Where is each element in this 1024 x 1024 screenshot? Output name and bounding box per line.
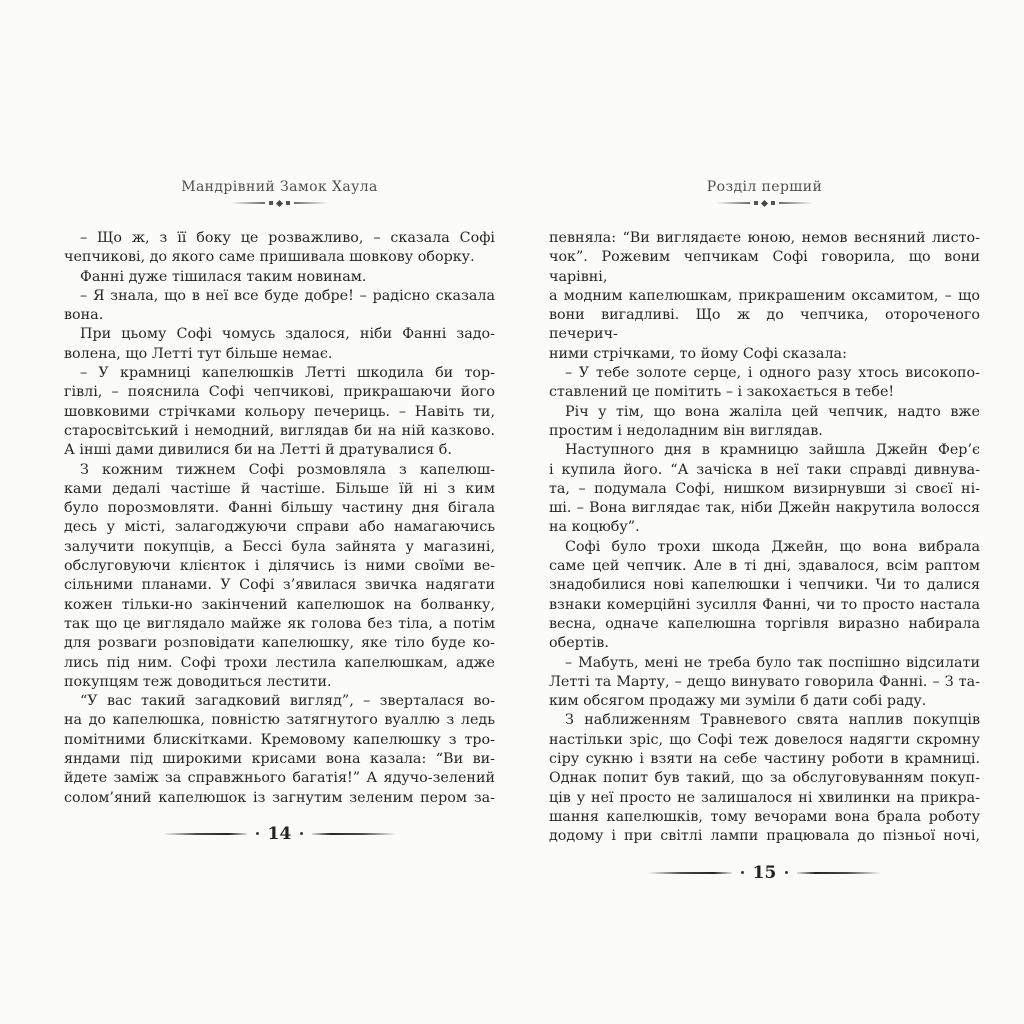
text-line: весна, одначе капелюшна торгівля виразно набирала	[549, 615, 980, 632]
text-line: Софі було трохи шкода Джейн, що вона вибрала	[565, 538, 980, 555]
ornament-square-icon	[269, 201, 273, 205]
text-line: певняла: “Ви виглядаєте юною, немов весняний листо-	[549, 230, 980, 246]
footer-ornament-dot	[300, 832, 303, 835]
text-line: При цьому Софі чомусь здалося, ніби Фанні задо-	[80, 326, 495, 343]
text-line: ставлений це помітить – і закохається в тебе!	[549, 384, 895, 401]
text-line: ними стрічками, то йому Софі сказала:	[549, 345, 847, 362]
text-line: так що це виглядало майже як голова без тіла, а потім	[64, 615, 495, 632]
text-line: саме цей чепчик. Але в ті дні, здавалося, всім раптом	[549, 558, 980, 575]
text-line: десь у місті, залагоджуючи справи або намагаючись	[64, 519, 495, 536]
text-line: ців у неї просто не залишалося ні хвилинки на прикра-	[549, 789, 980, 806]
left-page	[64, 178, 495, 846]
text-line: Летті та Марту, – дещо винувато говорила Фанні. – З та-	[549, 673, 980, 690]
text-line: – У крамниці капелюшків Летті шкодила би тор-	[80, 365, 495, 382]
right-page	[549, 178, 980, 885]
page-body-right	[549, 229, 980, 847]
ornament-diamond-icon	[761, 199, 768, 206]
text-line: волена, що Летті тут більше немає.	[64, 345, 333, 362]
text-line: Фанні дуже тішилася таким новинам.	[80, 268, 367, 285]
footer-ornament-dot	[785, 871, 788, 874]
text-line: обертів.	[549, 635, 609, 652]
text-line: йдете заміж за справжнього багатія!” А ядучо-зелений	[64, 770, 495, 787]
text-line: – Мабуть, мені не треба було так поспішно відсилати	[565, 654, 980, 671]
text-line: було порозмовляти. Фанні більшу частину дня бігала	[64, 500, 495, 517]
text-line: чок”. Рожевим чепчикам Софі говорила, що вони чарівні,	[549, 249, 980, 285]
ornament-line-right	[294, 202, 328, 204]
text-line: кожен тільки-но закінчений капелюшок на болванку,	[64, 596, 495, 613]
text-line: шання капелюшків, тому вечорами вона брала роботу	[549, 808, 980, 825]
text-line: яндами під широкими крисами вона казала: “Ви ви-	[64, 751, 495, 768]
page-number: 15	[752, 862, 777, 883]
footer-ornament-dot	[741, 871, 744, 874]
ornament-square-icon	[771, 201, 775, 205]
text-line: обслуговуючи клієнток і ділячись із ними своїми ве-	[64, 558, 495, 575]
text-line: на до капелюшка, повністю затягнутого вуаллю з ледь	[64, 712, 495, 729]
text-line: З наближенням Травневого свята наплив покупців	[565, 712, 980, 729]
text-line: старосвітський і немодний, виглядав би на ній казково.	[64, 422, 495, 439]
text-line: взнаки комерційні зусилля Фанні, чи то просто настала	[549, 596, 980, 613]
ornament-square-icon	[754, 201, 758, 205]
text-line: шовковими стрічками кольору печериць. – Навіть ти,	[64, 403, 495, 420]
page-footer-right	[549, 861, 980, 885]
text-line: – Що ж, з її боку це розважливо, – сказала Софі	[80, 230, 495, 246]
header-ornament	[549, 199, 980, 207]
text-line: гівлі, – пояснила Софі чепчикові, прикрашаючи його	[64, 384, 495, 401]
text-line: сільними планами. У Софі з’явилася звичка надягати	[64, 577, 495, 594]
ornament-line-left	[231, 202, 265, 204]
footer-ornament-line-left	[163, 833, 247, 835]
text-line: Наступного дня в крамницю зайшла Джейн Фер’є	[565, 442, 980, 459]
text-line: А інші дами дивилися би на Летті й дратувалися б.	[64, 442, 452, 459]
text-line: солом’яний капелюшок із загнутим зеленим пером за-	[64, 789, 495, 806]
footer-ornament-line-right	[797, 872, 881, 874]
ornament-square-icon	[286, 201, 290, 205]
footer-ornament-line-left	[648, 872, 732, 874]
footer-ornament-dot	[256, 832, 259, 835]
text-line: ками дедалі частіше й частіше. Більше їй ні з ким	[64, 480, 495, 497]
text-line: і купила його. “А зачіска в неї таки справді дивнува-	[549, 461, 980, 478]
text-line: покупцям теж доводиться лестити.	[64, 673, 332, 690]
text-line: сіру сукню і взяти на себе частину роботи в крамниці.	[549, 751, 980, 768]
text-line: простим і недоладним він виглядав.	[549, 422, 823, 439]
text-line: вони вигадливі. Що ж до чепчика, отороченого печерич-	[549, 307, 980, 343]
text-line: – У тебе золоте серце, і одного разу хтось високопо-	[565, 365, 980, 382]
ornament-diamond-icon	[276, 199, 283, 206]
text-line: а модним капелюшкам, прикрашеним оксамитом, – що	[549, 287, 980, 304]
page-footer-left	[64, 822, 495, 846]
text-line: ким обсягом продажу ми зуміли б дати собі раду.	[549, 693, 927, 710]
text-line: “У вас такий загадковий вигляд”, – зверталася во-	[80, 693, 495, 710]
text-line: Однак попит був такий, що за обслуговуванням покуп-	[549, 770, 980, 787]
text-line: на коцюбу”.	[549, 519, 640, 536]
text-line: та, – подумала Софі, нишком визирнувши зі своєї ні-	[549, 480, 980, 497]
text-line: вона.	[64, 307, 104, 324]
text-line: знадобилися нові капелюшки і чепчики. Чи то далися	[549, 577, 980, 594]
text-line: лись під ним. Софі трохи лестила капелюшкам, адже	[64, 654, 495, 671]
header-ornament	[64, 199, 495, 207]
text-line: ші. – Вона виглядає так, ніби Джейн накрутила волосся	[549, 500, 980, 517]
footer-ornament-line-right	[312, 833, 396, 835]
text-line: З кожним тижнем Софі розмовляла з капелюш-	[80, 461, 495, 478]
running-header-right: Розділ перший	[706, 179, 823, 195]
running-header-left: Мандрівний Замок Хаула	[181, 179, 378, 195]
text-line: настільки зріс, що Софі теж довелося надягти скромну	[549, 731, 980, 748]
page-number: 14	[267, 823, 292, 844]
text-line: додому і при світлі лампи працювала до пізньої ночі,	[549, 828, 980, 845]
text-line: – Я знала, що в неї все буде добре! – радісно сказала	[80, 287, 495, 304]
text-line: Річ у тім, що вона жаліла цей чепчик, надто вже	[565, 403, 980, 420]
text-line: помітними блискітками. Кремовому капелюшку з тро-	[64, 731, 495, 748]
text-line: залучити покупців, а Бессі була зайнята у магазині,	[64, 538, 495, 555]
page-body-left	[64, 229, 495, 808]
text-line: чепчикові, до якого саме пришивала шовкову оборку.	[64, 249, 475, 266]
text-line: для розваги розповідати капелюшку, яке тіло буде ко-	[64, 635, 495, 652]
ornament-line-left	[716, 202, 750, 204]
ornament-line-right	[779, 202, 813, 204]
